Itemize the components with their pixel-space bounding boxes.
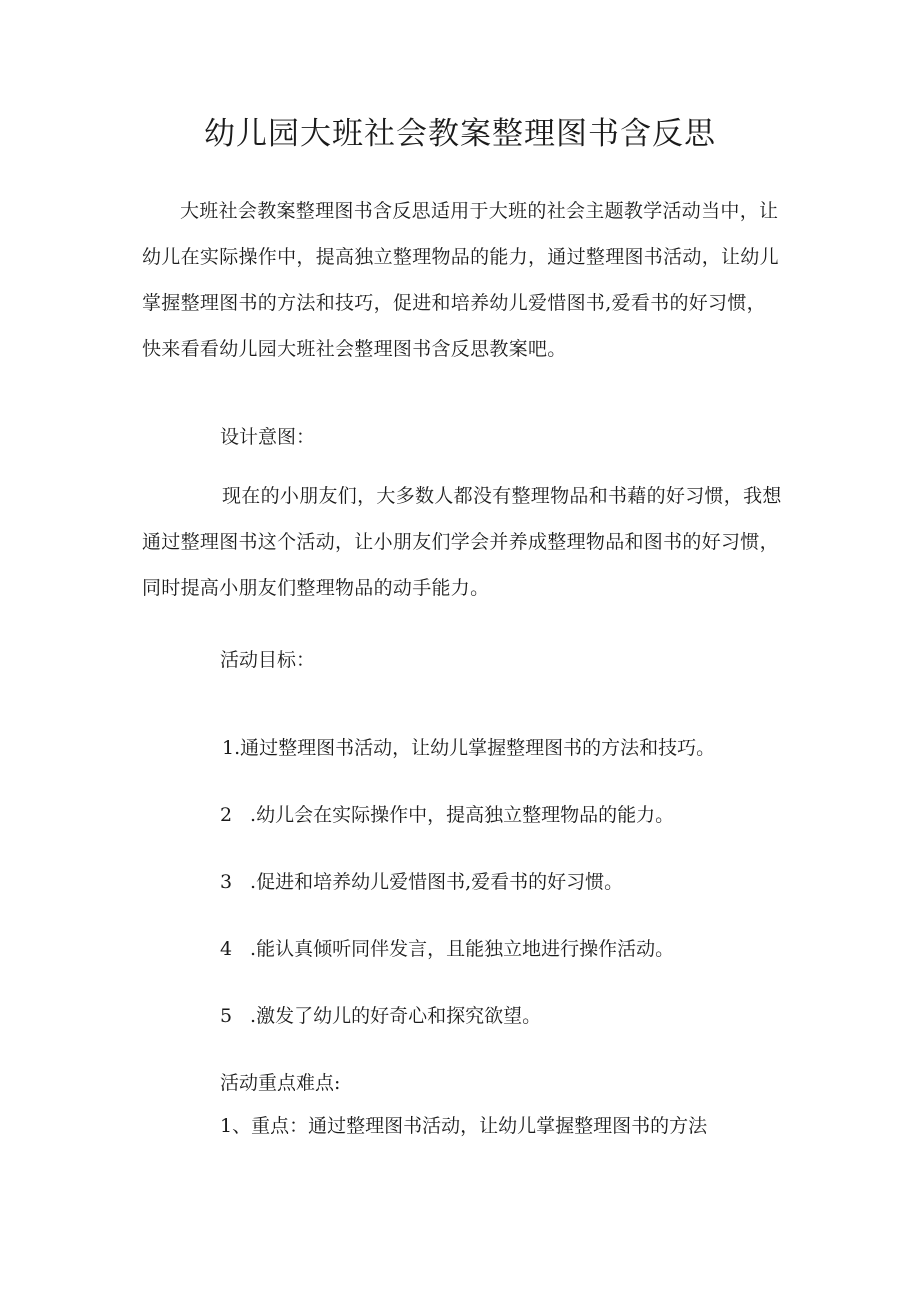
- goal-text: .激发了幼儿的好奇心和探究欲望。: [244, 1005, 542, 1027]
- intro-paragraph: 大班社会教案整理图书含反思适用于大班的社会主题教学活动当中，让幼儿在实际操作中，提高独立整理物品的能力，通过整理图书活动，让幼儿掌握整理图书的方法和技巧，促进和培养幼儿爱惜图书,爱看书的好习惯，快来看看幼儿园大班社会整理图书含反思教案吧。: [142, 200, 779, 360]
- goals-heading: 活动目标：: [220, 649, 316, 671]
- goal-item-5: [220, 1001, 541, 1031]
- goal-number: 4: [220, 938, 233, 960]
- goal-item-2: [220, 800, 674, 830]
- goal-number: 3: [220, 871, 233, 893]
- design-paragraph: 现在的小朋友们，大多数人都没有整理物品和书藉的好习惯，我想通过整理图书这个活动，让小朋友们学会并养成整理物品和图书的好习惯，同时提高小朋友们整理物品的动手能力。: [142, 485, 782, 599]
- goal-number: 2: [220, 804, 233, 826]
- goal-item-1: [222, 733, 715, 763]
- goal-item-3: [220, 867, 623, 897]
- key-point: 1、重点：通过整理图书活动，让幼儿掌握整理图书的方法: [220, 1115, 708, 1137]
- goal-text: .能认真倾听同伴发言，且能独立地进行操作活动。: [244, 938, 675, 960]
- goal-item-4: [220, 934, 674, 964]
- goal-number: 1.: [222, 737, 241, 759]
- key-heading: 活动重点难点:: [220, 1072, 341, 1094]
- design-heading: 设计意图：: [220, 426, 316, 448]
- goal-text: .促进和培养幼儿爱惜图书,爱看书的好习惯。: [244, 871, 624, 893]
- goal-text: .幼儿会在实际操作中，提高独立整理物品的能力。: [244, 804, 675, 826]
- goal-text: 通过整理图书活动，让幼儿掌握整理图书的方法和技巧。: [240, 737, 716, 759]
- document-title: 幼儿园大班社会教案整理图书含反思: [204, 116, 716, 152]
- goal-number: 5: [220, 1005, 233, 1027]
